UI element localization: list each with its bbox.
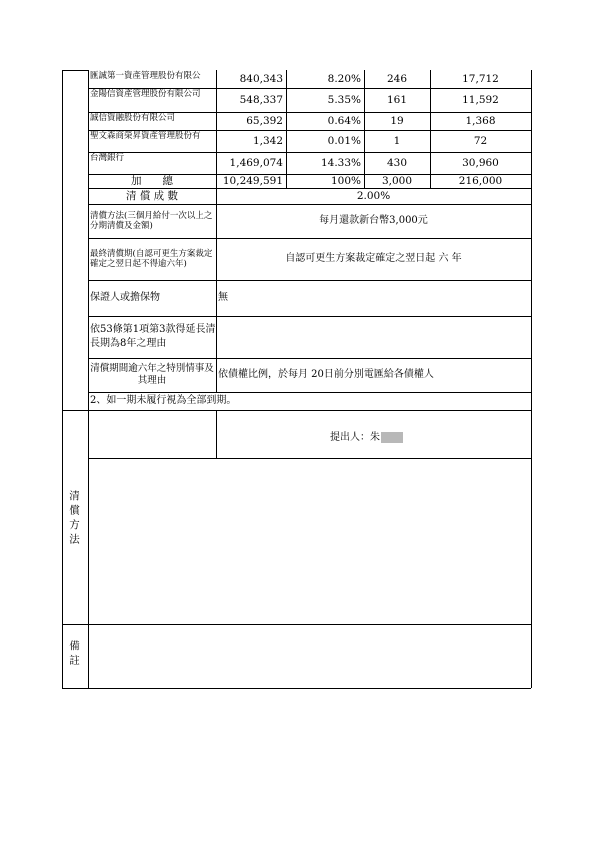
section-method-label: 清償方法	[68, 490, 80, 548]
creditor-amount: 1,342	[252, 135, 283, 147]
creditor-monthly: 1	[393, 135, 401, 147]
final-period-label: 最終清償期(自認可更生方案裁定確定之翌日起不得逾六年)	[90, 248, 213, 269]
repay-rate-label: 清 償 成 數	[125, 190, 178, 202]
sum-amount: 10,249,591	[222, 175, 283, 187]
sum-monthly: 3,000	[381, 175, 413, 187]
creditor-ratio: 0.64%	[327, 115, 361, 127]
creditor-total: 17,712	[462, 73, 499, 85]
creditor-total: 1,368	[465, 115, 496, 127]
creditor-ratio: 14.33%	[320, 157, 361, 169]
proposer-label: 提出人：朱	[330, 432, 380, 443]
guarantor-label: 保證人或擔保物	[90, 292, 160, 303]
creditor-monthly: 161	[386, 94, 408, 106]
special-value: 依債權比例，於每月 20日前分別電匯給各債權人	[218, 369, 434, 380]
creditor-total: 11,592	[462, 94, 499, 106]
table-left-border	[62, 70, 63, 688]
creditor-ratio: 0.01%	[327, 135, 361, 147]
table-right-border	[531, 70, 532, 688]
sum-ratio: 100%	[330, 175, 361, 187]
top-left-line	[62, 70, 88, 71]
note-line: 2、如一期未履行視為全部到期。	[90, 395, 237, 406]
creditor-monthly: 19	[390, 115, 404, 127]
creditor-name: 台灣銀行	[90, 153, 125, 163]
creditor-ratio: 8.20%	[327, 73, 361, 85]
creditor-amount: 65,392	[246, 115, 283, 127]
creditor-name: 誠信資融股份有限公司	[90, 113, 176, 123]
repay-rate-value: 2.00%	[356, 190, 391, 202]
final-period-value: 自認可更生方案裁定確定之翌日起 六 年	[285, 253, 462, 264]
sum-total: 216,000	[458, 175, 503, 187]
creditor-ratio: 5.35%	[327, 94, 361, 106]
extension-label: 依53條第1項第3款得延長清長期為8年之理由	[90, 324, 216, 349]
creditor-total: 72	[473, 135, 488, 147]
creditor-name: 匯誠第一資產管理股份有限公	[90, 71, 201, 81]
creditor-amount: 840,343	[239, 73, 283, 85]
section-remarks-label: 備註	[68, 640, 80, 669]
creditor-monthly: 430	[386, 157, 408, 169]
creditor-amount: 548,337	[239, 94, 283, 106]
proposer	[330, 428, 403, 443]
special-label: 清償期間逾六年之特別情事及其理由	[90, 363, 214, 386]
creditor-name: 聖文森商榮昇資產管理股份有	[90, 131, 201, 141]
guarantor-value: 無	[218, 292, 228, 303]
method-value: 每月還款新台幣3,000元	[319, 215, 428, 226]
creditor-amount: 1,469,074	[229, 157, 283, 169]
redacted-name	[381, 432, 403, 443]
creditor-name: 金陽信資產管理股份有限公司	[90, 89, 201, 99]
creditor-total: 30,960	[462, 157, 499, 169]
extension-value	[216, 316, 531, 358]
sum-label: 加 總	[131, 175, 173, 187]
method-label: 清償方法(三個月給付一次以上之分期清償及金額)	[90, 210, 213, 231]
creditor-monthly: 246	[386, 73, 408, 85]
